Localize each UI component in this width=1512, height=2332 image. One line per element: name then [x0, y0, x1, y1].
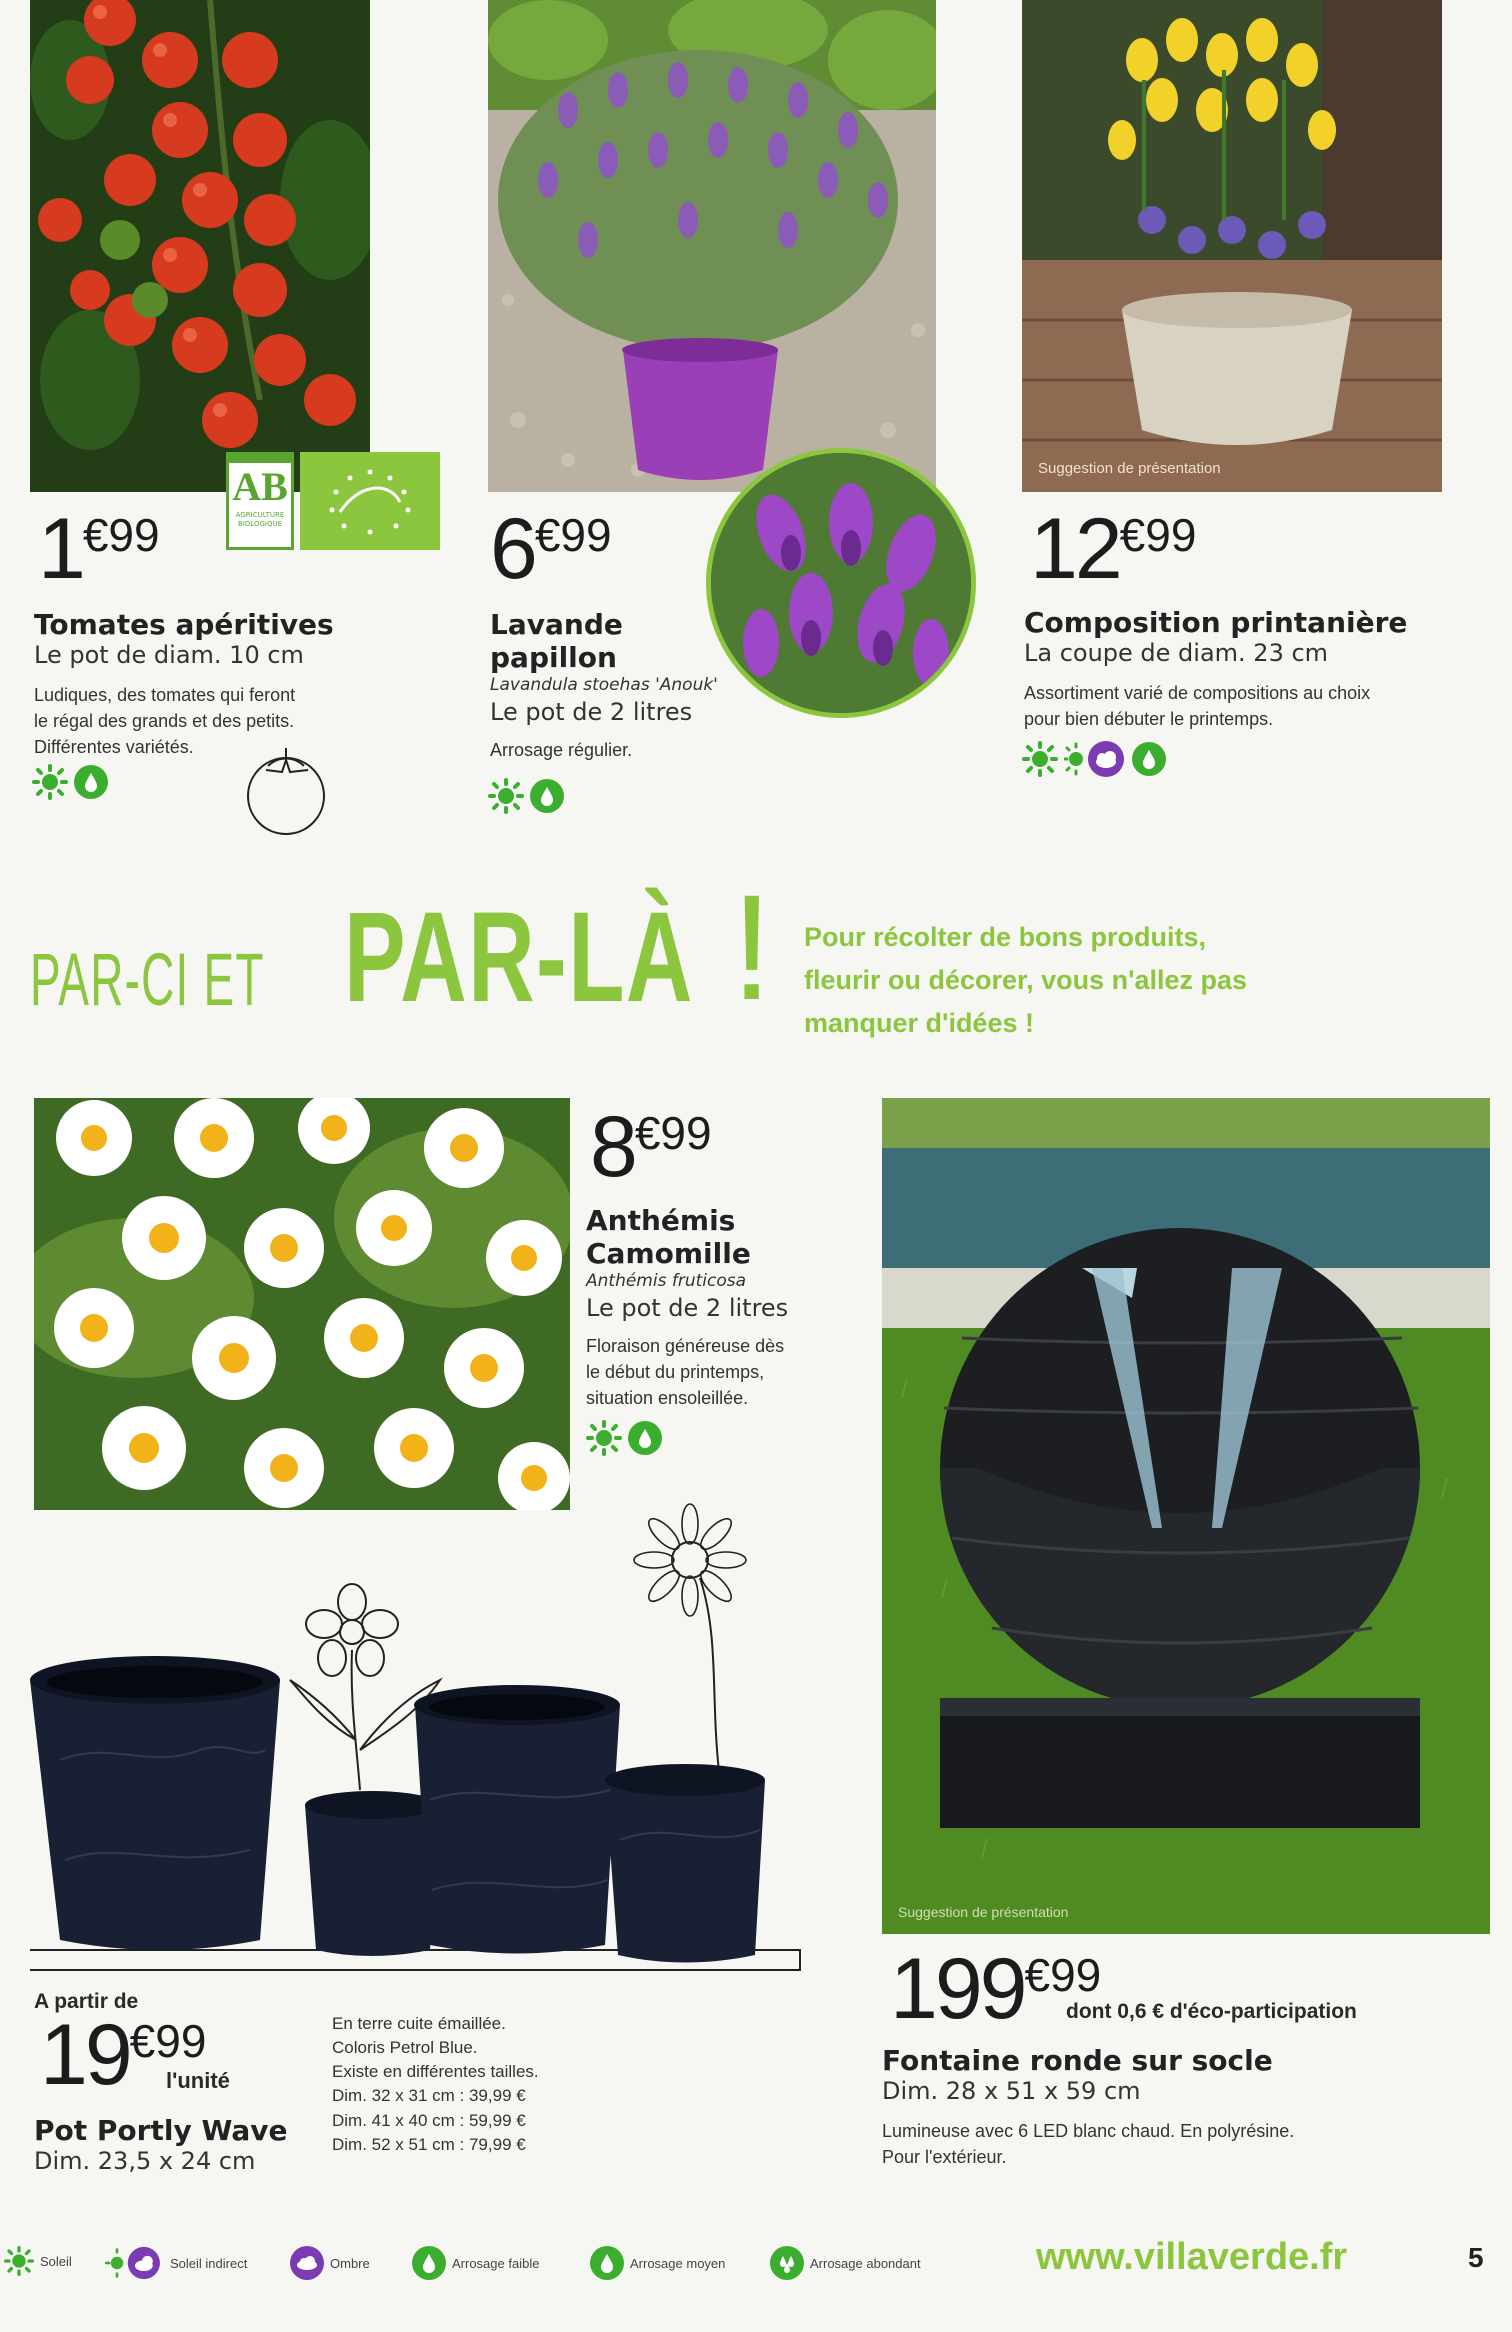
sun-cloud-icon — [104, 2246, 164, 2280]
banner-part1: PAR-CI ET — [30, 938, 265, 1021]
tomates-care-icons — [32, 764, 108, 800]
drop-icon — [590, 2246, 624, 2280]
sun-cloud-icon — [1064, 740, 1126, 778]
tomatoes-photo — [30, 0, 370, 492]
drop-icon — [1132, 742, 1166, 776]
fontaine-eco: dont 0,6 € d'éco-participation — [1066, 2000, 1357, 2023]
lavande-latin: Lavandula stoehas 'Anouk' — [490, 675, 718, 696]
banner-tagline: Pour récolter de bons produits, fleurir ou décorer, vous n'allez pas manquer d'idées ! — [804, 922, 1248, 1039]
website-url[interactable]: www.villaverde.fr — [1036, 2236, 1348, 2278]
pots-illustration — [20, 1500, 810, 1980]
fontaine-price: 199€99 — [890, 1941, 1102, 2037]
composition-title: Composition printanière — [1024, 606, 1408, 639]
fontaine-text — [882, 2044, 1442, 2170]
drop-icon — [628, 1421, 662, 1455]
fontaine-size: Dim. 28 x 51 x 59 cm — [882, 2077, 1141, 2106]
legend-sun: Soleil — [4, 2246, 72, 2276]
sun-icon — [586, 1420, 622, 1456]
tomato-doodle — [238, 742, 334, 838]
legend-water-low: Arrosage faible — [412, 2246, 539, 2280]
sun-icon — [4, 2246, 34, 2276]
spring-composition-photo — [1022, 0, 1442, 492]
composition-size: La coupe de diam. 23 cm — [1024, 639, 1329, 668]
sun-icon — [488, 778, 524, 814]
tomates-title: Tomates apéritives — [34, 608, 334, 641]
lavender-photo — [488, 0, 936, 492]
composition-desc: Assortiment varié de compositions au choix pour bien débuter le printemps. — [1024, 682, 1371, 729]
legend-shade: Ombre — [290, 2246, 370, 2280]
cloud-icon — [290, 2246, 324, 2280]
banner-part2: PAR-LÀ — [344, 886, 695, 1029]
tomates-size: Le pot de diam. 10 cm — [34, 641, 304, 670]
anthemis-care-icons — [586, 1420, 662, 1456]
tomates-desc: Ludiques, des tomates qui feront le régal des grands et des petits. Différentes variétés. — [34, 684, 296, 758]
composition-text — [1024, 606, 1464, 732]
composition-care-icons — [1022, 740, 1166, 778]
pot-unit: l'unité — [166, 2068, 230, 2093]
lavande-price: 6€99 — [490, 501, 612, 597]
anthemis-title: Anthémis Camomille — [586, 1204, 751, 1271]
pot-title: Pot Portly Wave — [34, 2114, 288, 2147]
fountain-photo — [882, 1098, 1490, 1934]
ab-label: AB AGRICULTURE BIOLOGIQUE — [226, 452, 294, 550]
sun-icon — [1022, 741, 1058, 777]
lavande-size: Le pot de 2 litres — [490, 697, 693, 726]
lavande-desc: Arrosage régulier. — [490, 739, 633, 760]
eu-organic-logo — [300, 452, 440, 550]
anthemis-latin: Anthémis fruticosa — [586, 1271, 747, 1292]
legend-sun-indirect: Soleil indirect — [104, 2246, 247, 2280]
pot-price: 19€99 — [40, 2007, 207, 2103]
tomates-price: 1€99 — [38, 501, 160, 597]
legend-water-high: Arrosage abondant — [770, 2246, 921, 2280]
pot-size: Dim. 23,5 x 24 cm — [34, 2147, 256, 2176]
pot-text — [34, 2114, 354, 2176]
pot-from-label: A partir de — [34, 1990, 139, 2013]
banner-exclamation: ! — [730, 863, 773, 1031]
anthemis-desc: Floraison généreuse dès le début du printemps, situation ensoleillée. — [586, 1335, 785, 1408]
drop-icon — [74, 765, 108, 799]
tomates-text — [34, 608, 354, 760]
drop-icon — [770, 2246, 804, 2280]
anthemis-text — [586, 1204, 846, 1411]
anthemis-photo — [34, 1098, 570, 1510]
fontaine-title: Fontaine ronde sur socle — [882, 2044, 1273, 2077]
legend-water-medium: Arrosage moyen — [590, 2246, 725, 2280]
composition-caption: Suggestion de présentation — [1038, 460, 1221, 477]
page-number: 5 — [1468, 2242, 1484, 2273]
sun-icon — [32, 764, 68, 800]
drop-icon — [412, 2246, 446, 2280]
fountain-caption: Suggestion de présentation — [898, 1904, 1069, 1920]
anthemis-size: Le pot de 2 litres — [586, 1293, 789, 1322]
composition-price: 12€99 — [1030, 501, 1197, 597]
banner-headline — [30, 863, 773, 1031]
lavande-care-icons — [488, 778, 564, 814]
lavande-title: Lavande papillon — [490, 608, 623, 675]
fontaine-desc: Lumineuse avec 6 LED blanc chaud. En polyrésine. Pour l'extérieur. — [882, 2120, 1295, 2167]
pot-desc: En terre cuite émaillée. Coloris Petrol Blue. Existe en différentes tailles. Dim. 32 x 31 cm : 39,99 € Dim. 41 x 40 cm : 59,99 € Dim. 52 x 51 cm : 79,99 € — [332, 2014, 539, 2154]
anthemis-price: 8€99 — [590, 1099, 712, 1195]
lavande-text — [490, 608, 750, 763]
drop-icon — [530, 779, 564, 813]
